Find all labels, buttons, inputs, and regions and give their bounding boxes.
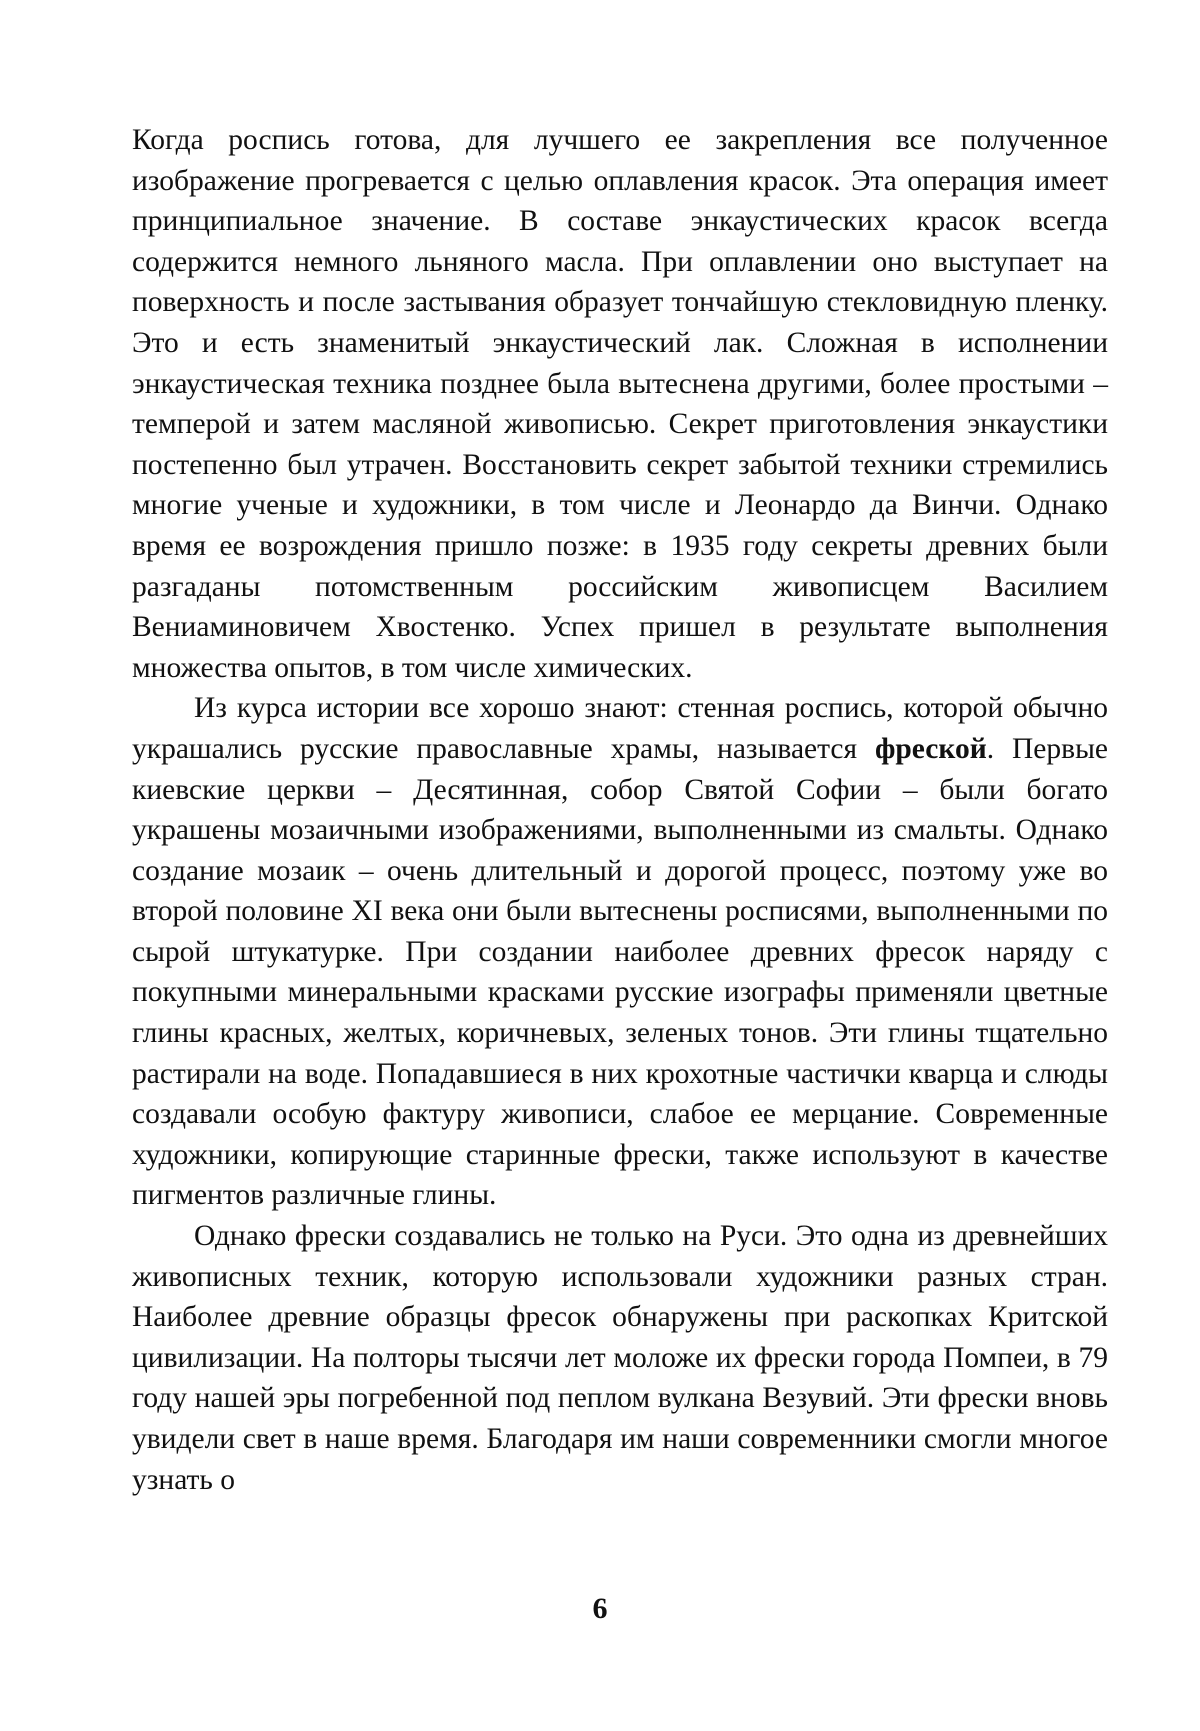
paragraph-fresco-history <box>132 1216 1108 1500</box>
paragraph-text: Когда роспись готова, для лучшего ее закрепления все полученное изображение прогревается с целью оплавления красок. Эта операция имеет принципиальное значение. В составе энкаустических красок всегда содержится немного льняного масла. При оплавлении оно выступает на поверхность и после застывания образует тончайшую стекловидную пленку. Это и есть знаменитый энкаустический лак. Сложная в исполнении энкаустическая техника позднее была вытеснена другими, более простыми – темперой и затем масляной живописью. Секрет приготовления энкаустики постепенно был утрачен. Восстановить секрет забытой техники стремились многие ученые и художники, в том числе и Леонардо да Винчи. Однако время ее возрождения пришло позже: в 1935 году секреты древних были разгаданы потомственным российским живописцем Василием Вениаминовичем Хвостенко. Успех пришел в результате выполнения множества опытов, в том числе химических. <box>132 124 1108 684</box>
paragraph-text: Однако фрески создавались не только на Руси. Это одна из древнейших живописных техник, которую использовали художники разных стран. Наиболее древние образцы фресок обнаружены при раскопках Критской цивилизации. На полторы тысячи лет моложе их фрески города Помпеи, в 79 году нашей эры погребенной под пеплом вулкана Везувий. Эти фрески вновь увидели свет в наше время. Благодаря им наши современники смогли многое узнать о <box>132 1220 1108 1496</box>
paragraph-text: . Первые киевские церкви – Десятинная, собор Святой Софии – были богато украшены мозаичными изображениями, выполненными из смальты. Однако создание мозаик – очень длительный и дорогой процесс, поэтому уже во второй половине XI века они были вытеснены росписями, выполненными по сырой штукатурке. При создании наиболее древних фресок наряду с покупными минеральными красками русские изографы применяли цветные глины красных, желтых, коричневых, зеленых тонов. Эти глины тщательно растирали на воде. Попадавшиеся в них крохотные частички кварца и слюды создавали особую фактуру живописи, слабое ее мерцание. Современные художники, копирующие старинные фрески, также используют в качестве пигментов различные глины. <box>132 732 1108 1212</box>
term-fresco: фреской <box>874 732 987 765</box>
paragraph-encaustic <box>132 120 1108 688</box>
body-text <box>132 120 1108 1500</box>
paragraph-fresco-rus <box>132 688 1108 1216</box>
page-number: 6 <box>592 1592 608 1625</box>
paragraph-text: Из курса истории все хорошо знают: стенная роспись, которой обычно украшались русские православные храмы, называется <box>132 692 1108 765</box>
